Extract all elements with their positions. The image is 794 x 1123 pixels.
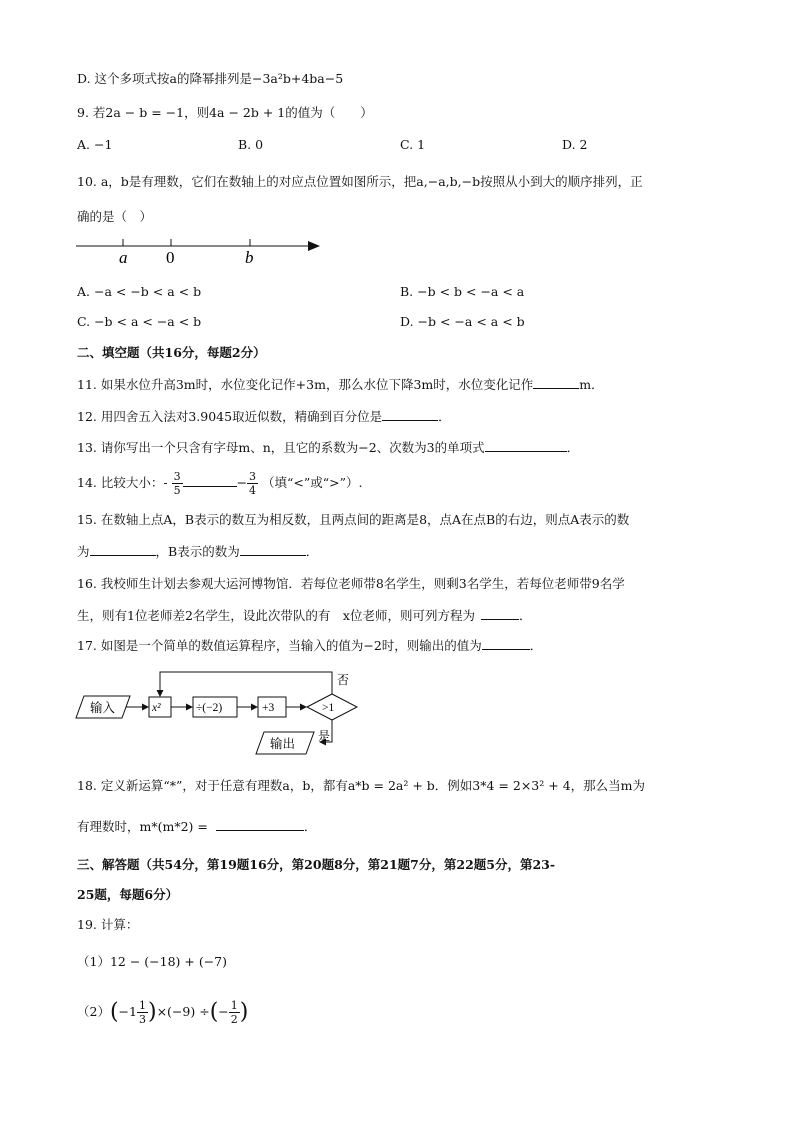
q19-f1-denominator: 3 [138,1013,146,1026]
q19-int: −1 [118,1004,137,1019]
q15-text-b: ，B表示的数为 [155,544,240,559]
section-3-heading-line2: 25题，每题6分） [77,887,179,902]
q19-paren-open-1: ( [109,999,119,1025]
q19-mid: ×(−9) ÷ [156,1004,210,1019]
q14-fraction-2 [247,470,258,497]
q15-text-c: ． [305,544,319,559]
q14-text: 14. 比较大小：- [77,475,168,490]
flowchart-figure [74,666,374,758]
flowchart-yes-label: 是 [318,729,331,743]
q16-end: ． [518,608,532,623]
q9-option-a: A. −1 [77,137,113,152]
q19-f2-numerator: 1 [230,999,238,1012]
q13 [77,438,579,457]
q13-text: 13. 请你写出一个只含有字母m、n，且它的系数为−2、次数为3的单项式 [77,440,485,455]
q9-option-d: D. 2 [562,137,588,152]
q13-end: ． [566,440,580,455]
label-a: a [119,248,128,267]
q19-part2 [77,994,248,1031]
q18-line1: 18. 定义新运算“*”，对于任意有理数a，b，都有a*b = 2a² + b．例如3*4 = 2×3² + 4，那么当m为 [77,778,645,793]
q9-option-c: C. 1 [400,137,426,152]
q14-hint: （填“<”或“>”）. [262,475,363,490]
q14-fraction-1 [172,470,183,497]
q16-blank[interactable] [481,606,519,620]
q18-blank[interactable] [216,817,304,831]
q17-blank[interactable] [482,636,530,650]
flowchart-divide-label: ÷(−2) [196,702,223,714]
q18-end: ． [303,819,317,834]
q19-part1: （1）12 − (−18) + (−7) [77,954,228,969]
q12 [77,407,451,426]
q19-fraction-1 [137,999,148,1026]
q14-f2-denominator: 4 [249,484,257,497]
q19-part2-label: （2） [77,1004,110,1019]
section-2-heading: 二、填空题（共16分，每题2分） [77,345,266,360]
q9-option-b: B. 0 [238,137,264,152]
q10-option-a: A. −a < −b < a < b [77,284,202,299]
flowchart-output-label: 输出 [270,737,296,751]
section-3-heading-line1: 三、解答题（共54分，第19题16分，第20题8分，第21题7分，第22题5分，第23- [77,857,556,872]
q19-paren-close-1: ) [147,999,157,1025]
q11-text: 11. 如果水位升高3m时，水位变化记作+3m，那么水位下降3m时，水位变化记作 [77,377,534,392]
q19-neg: − [218,1004,229,1019]
q9-stem: 9. 若2a − b = −1，则4a − 2b + 1的值为（ ） [77,105,373,120]
flowchart-add-label: +3 [262,702,275,714]
q16-line2 [77,606,531,625]
q14-f1-denominator: 5 [173,484,181,497]
q18-line2 [77,817,316,836]
q14-blank[interactable] [183,473,237,487]
q14-f2-numerator: 3 [249,470,257,483]
q18-text: 有理数时，m*(m*2) = [77,819,208,834]
number-line-arrow-icon [308,241,320,251]
q12-end: ． [438,409,451,424]
q15-line2 [77,542,318,561]
q19-f1-numerator: 1 [138,999,146,1012]
q17 [77,636,542,655]
q10-option-b: B. −b < b < −a < a [400,284,525,299]
q11 [77,375,604,394]
q10-stem-line1: 10. a，b是有理数，它们在数轴上的对应点位置如图所示，把a,−a,b,−b按照从小到大的顺序排列，正 [77,174,643,189]
q17-text: 17. 如图是一个简单的数值运算程序，当输入的值为−2时，则输出的值为 [77,638,482,653]
q12-text: 12. 用四舍五入法对3.9045取近似数，精确到百分位是 [77,409,383,424]
flowchart-input-label: 输入 [90,701,116,715]
q10-option-c: C. −b < a < −a < b [77,314,202,329]
q15-line1: 15. 在数轴上点A，B表示的数互为相反数，且两点间的距离是8，点A在点B的右边，则点A表示的数 [77,512,630,527]
q8-option-d: D. 这个多项式按a的降幂排列是−3a²b+4ba−5 [77,71,344,86]
flowchart-square-label: x² [152,702,161,714]
label-0: 0 [166,248,175,267]
q14-f1-numerator: 3 [173,470,181,483]
q12-blank[interactable] [382,407,438,421]
q10-option-d: D. −b < −a < a < b [400,314,525,329]
q19-fraction-2 [229,999,240,1026]
q19-paren-open-2: ( [209,999,219,1025]
flowchart-compare-label: >1 [322,702,335,714]
flowchart-no-label: 否 [337,673,350,687]
q13-blank[interactable] [485,438,567,452]
q19-stem: 19. 计算： [77,917,139,932]
q15-blank-b[interactable] [240,542,306,556]
number-line-figure [74,232,324,270]
q11-unit: m． [579,377,604,392]
q16-line1: 16. 我校师生计划去参观大运河博物馆．若每位老师带8名学生，则剩3名学生，若每位老师带9名学 [77,576,625,591]
q10-stem-line2: 确的是（ ） [77,209,153,224]
q19-f2-denominator: 2 [230,1013,238,1026]
q14 [77,468,363,498]
q19-paren-close-2: ) [239,999,249,1025]
label-b: b [245,248,254,267]
q15-text-a: 为 [77,544,90,559]
q11-blank[interactable] [533,375,579,389]
q17-end: ． [529,638,543,653]
q14-minus: − [236,475,248,490]
q16-text: 生，则有1位老师差2名学生，设此次带队的有 x位老师，则可列方程为 [77,608,475,623]
q15-blank-a[interactable] [90,542,156,556]
